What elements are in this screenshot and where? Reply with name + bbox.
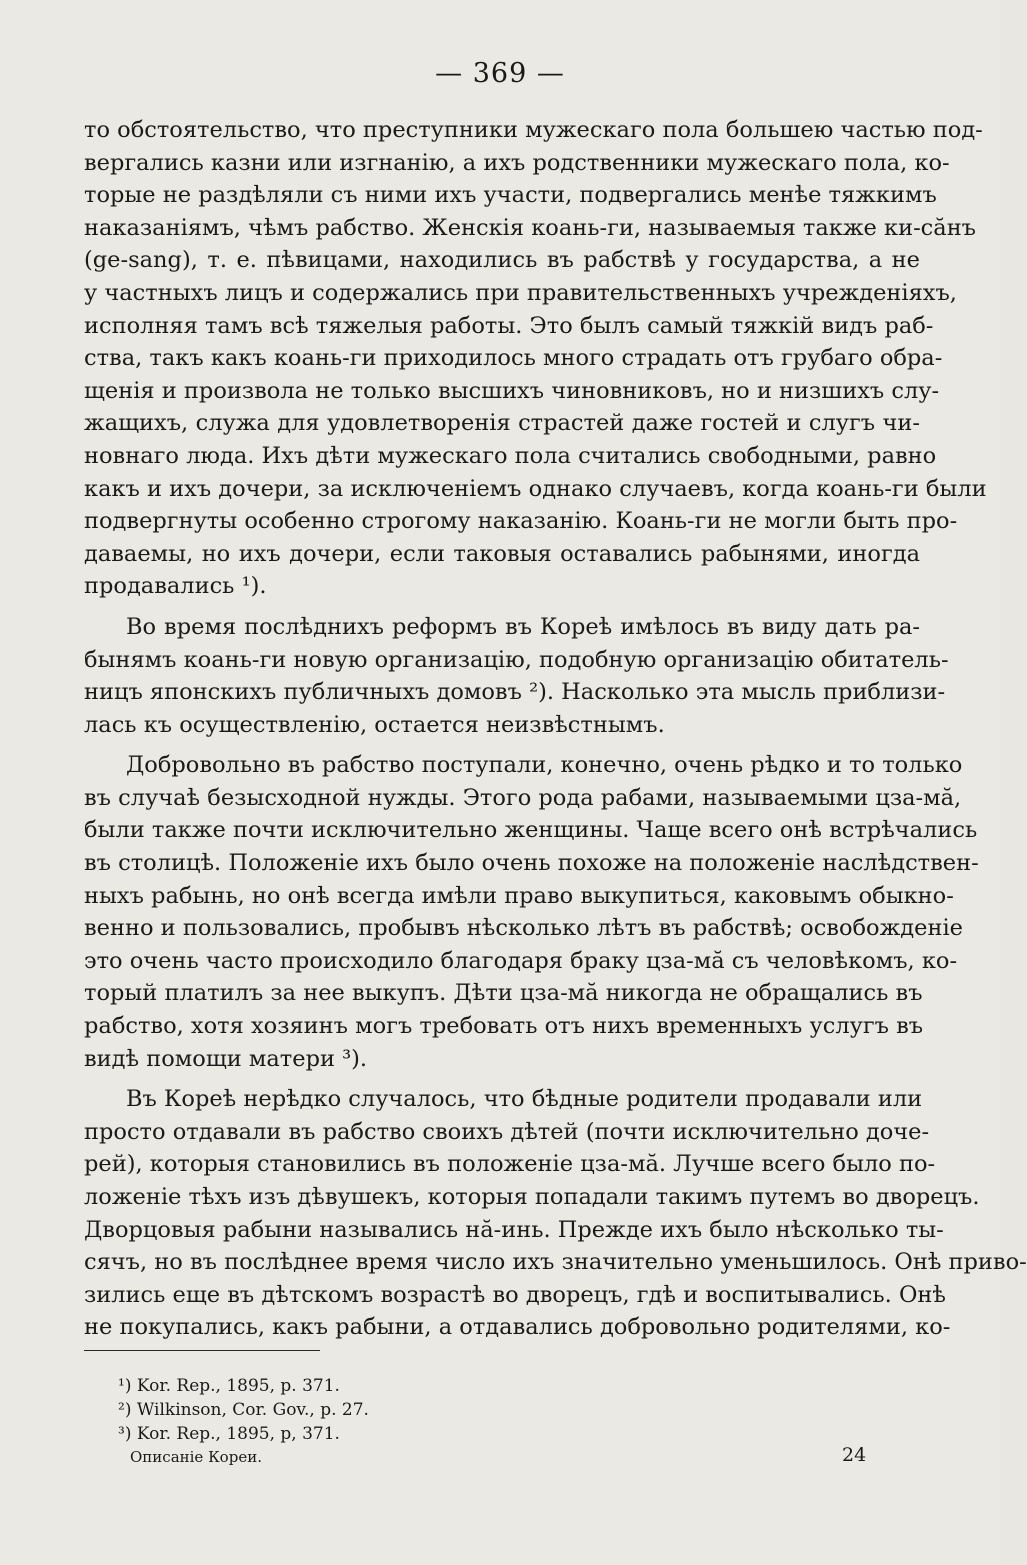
text-line: Во время послѣднихъ реформъ въ Кореѣ имѣлось въ виду дать ра- (126, 613, 920, 640)
text-line: Дворцовыя рабыни назывались нă-инь. Прежде ихъ было нѣсколько ты- (84, 1216, 944, 1243)
text-line: просто отдавали въ рабство своихъ дѣтей (почти исключительно доче- (84, 1118, 930, 1145)
body-text (84, 114, 1027, 1344)
text-line: лась къ осуществленію, остается неизвѣстнымъ. (84, 711, 665, 738)
text-line: въ случаѣ безысходной нужды. Этого рода рабами, называемыми цза-мă, (84, 784, 962, 811)
text-line: даваемы, но ихъ дочери, если таковыя оставались рабынями, иногда (84, 540, 920, 567)
text-line: рей), которыя становились въ положеніе цза-мă. Лучше всего было по- (84, 1151, 936, 1178)
text-line: видѣ помощи матери ³). (84, 1045, 368, 1072)
text-line: въ столицѣ. Положеніе ихъ было очень похоже на положеніе наслѣдствен- (84, 850, 979, 877)
text-line: то обстоятельство, что преступники мужескаго пола большею частью под- (84, 117, 983, 143)
footnotes (118, 1374, 369, 1446)
text-line: венно и пользовались, пробывъ нѣсколько лѣтъ въ рабствѣ; освобожденіе (84, 915, 963, 942)
text-line: зились еще въ дѣтскомъ возрастѣ во дворецъ, гдѣ и воспитывались. Онѣ (84, 1281, 946, 1308)
footnote: ³) Kor. Rep., 1895, p, 371. (118, 1424, 340, 1444)
footnote: ²) Wilkinson, Cor. Gov., p. 27. (118, 1400, 369, 1420)
text-line: новнаго люда. Ихъ дѣти мужескаго пола считались свободными, равно (84, 442, 937, 469)
text-line: у частныхъ лицъ и содержались при правительственныхъ учрежденіяхъ, (84, 279, 957, 306)
text-line: бынямъ коань-ги новую организацію, подобную организацію обитатель- (84, 646, 949, 673)
text-line: рабство, хотя хозяинъ могъ требовать отъ нихъ временныхъ услугъ въ (84, 1013, 924, 1040)
text-line: подвергнуты особенно строгому наказанію. Коань-ги не могли быть про- (84, 508, 958, 535)
text-line: какъ и ихъ дочери, за исключеніемъ однако случаевъ, когда коань-ги были (84, 475, 987, 502)
text-line: наказаніямъ, чѣмъ рабство. Женскія коань-ги, называемыя также ки-сăнъ (84, 214, 977, 241)
paragraph-gap (84, 603, 920, 611)
text-line: ложеніе тѣхъ изъ дѣвушекъ, которыя попадали такимъ путемъ во дворецъ. (84, 1184, 980, 1210)
sheet-number: 24 (842, 1444, 867, 1466)
text-line: (ge-sang), т. е. пѣвицами, находились въ рабствѣ у государства, а не (84, 247, 920, 274)
paragraph-gap (84, 1075, 920, 1083)
text-line: ства, такъ какъ коань-ги приходилось много страдать отъ грубаго обра- (84, 345, 943, 372)
footnote: ¹) Kor. Rep., 1895, p. 371. (118, 1376, 340, 1396)
text-line: вергались казни или изгнанію, а ихъ родственники мужескаго пола, ко- (84, 149, 950, 176)
text-line: торый платилъ за нее выкупъ. Дѣти цза-мă никогда не обращались въ (84, 980, 923, 1007)
signature-mark: Описаніе Кореи. (130, 1448, 262, 1466)
text-line: щенія и произвола не только высшихъ чиновниковъ, но и низшихъ слу- (84, 377, 940, 404)
text-line: это очень часто происходило благодаря браку цза-мă съ человѣкомъ, ко- (84, 947, 958, 974)
paragraph-gap (84, 741, 920, 749)
text-line: Въ Кореѣ нерѣдко случалось, что бѣдные родители продавали или (126, 1086, 923, 1113)
text-line: ницъ японскихъ публичныхъ домовъ ²). Насколько эта мысль приблизи- (84, 679, 946, 706)
text-line: Добровольно въ рабство поступали, конечно, очень рѣдко и то только (126, 752, 963, 779)
text-line: исполняя тамъ всѣ тяжелыя работы. Это былъ самый тяжкій видъ раб- (84, 312, 934, 339)
text-line: ныхъ рабынь, но онѣ всегда имѣли право выкупиться, каковымъ обыкно- (84, 882, 954, 909)
text-line: продавались ¹). (84, 573, 267, 600)
text-line: сячъ, но въ послѣднее время число ихъ значительно уменьшилось. Онѣ приво- (84, 1249, 1027, 1276)
text-line: были также почти исключительно женщины. Чаще всего онѣ встрѣчались (84, 817, 978, 844)
text-line: торые не раздѣляли съ ними ихъ участи, подвергались менѣе тяжкимъ (84, 182, 937, 209)
page-number: — 369 — (435, 58, 565, 89)
text-line: не покупались, какъ рабыни, а отдавались добровольно родителями, ко- (84, 1314, 951, 1341)
footnote-divider (84, 1350, 320, 1351)
text-line: жащихъ, служа для удовлетворенія страстей даже гостей и слугъ чи- (84, 410, 920, 437)
